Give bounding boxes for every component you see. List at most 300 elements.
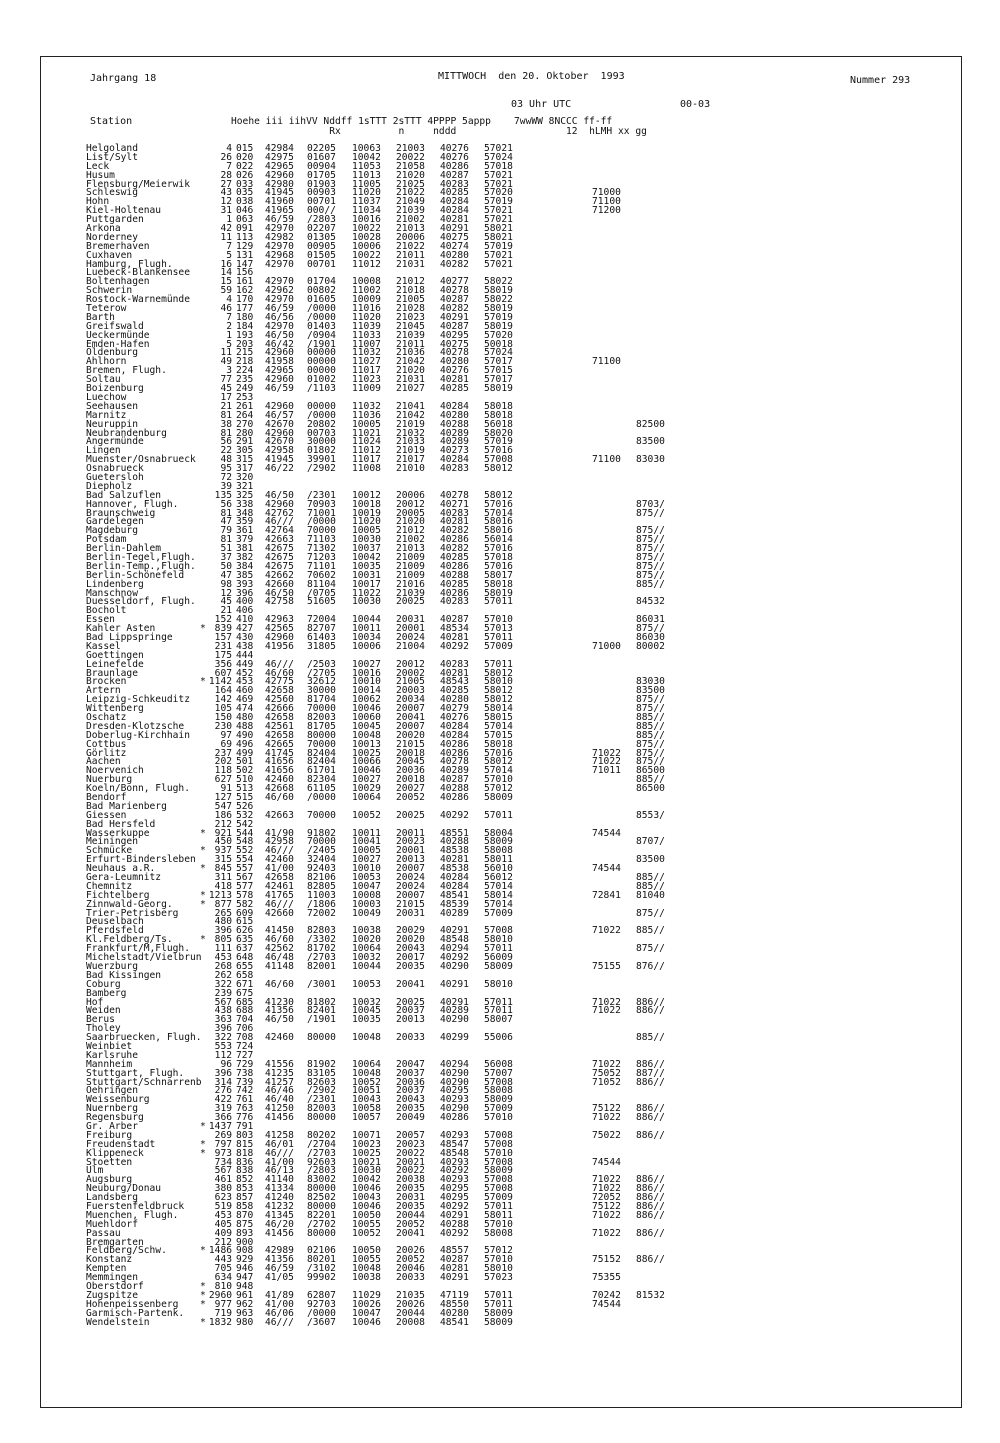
group-7wwww: 75152	[592, 1254, 621, 1266]
group-5appp: 57019	[484, 196, 513, 208]
group-5appp: 57010	[484, 1112, 513, 1124]
station-height: 37	[220, 551, 232, 563]
table-row	[86, 465, 946, 474]
station-name: Nuernberg	[86, 1103, 138, 1115]
group-4pppp: 40287	[440, 614, 469, 626]
station-name: Marnitz	[86, 409, 127, 421]
group-4pppp: 40288	[440, 418, 469, 430]
group-nddff: 81104	[307, 578, 336, 590]
station-height: 2	[226, 320, 232, 332]
group-7wwww: 72841	[592, 889, 621, 901]
station-id: 129	[236, 240, 254, 252]
group-1sttt: 11020	[352, 516, 381, 528]
group-nddff: 82805	[307, 880, 336, 892]
station-height: 443	[214, 1254, 232, 1266]
group-2sttt: 21002	[396, 214, 425, 226]
group-2sttt: 21002	[396, 534, 425, 546]
table-row	[86, 145, 946, 154]
group-nddff: 82502	[307, 1192, 336, 1204]
group-iihvv: 42980	[265, 178, 294, 190]
group-iihvv: 42670	[265, 436, 294, 448]
station-height: 97	[220, 729, 232, 741]
station-id: 875	[236, 1218, 254, 1230]
group-4pppp: 48550	[440, 1298, 469, 1310]
station-name: Bad Marienberg	[86, 800, 167, 812]
station-height: 95	[220, 463, 232, 475]
group-1sttt: 10022	[352, 223, 381, 235]
group-iihvv: 42960	[265, 400, 294, 412]
group-iihvv: 42984	[265, 143, 294, 154]
group-2sttt: 21042	[396, 409, 425, 421]
station-height: 4	[226, 143, 232, 154]
table-row	[86, 198, 946, 207]
station-id: 280	[236, 427, 254, 439]
station-id: 430	[236, 631, 254, 643]
group-1sttt: 10046	[352, 765, 381, 777]
group-4pppp: 40274	[440, 240, 469, 252]
group-iihvv: 42666	[265, 703, 294, 715]
group-5appp: 58009	[484, 1307, 513, 1319]
station-id: 156	[236, 267, 254, 279]
station-name: Oldenburg	[86, 347, 138, 359]
group-4pppp: 40286	[440, 534, 469, 546]
group-1sttt: 10063	[352, 143, 381, 154]
group-1sttt: 10027	[352, 854, 381, 866]
station-height: 51	[220, 543, 232, 555]
group-4pppp: 40292	[440, 952, 469, 964]
station-name: Wendelstein	[86, 1316, 150, 1328]
group-nddff: 01903	[307, 178, 336, 190]
group-5appp: 57009	[484, 1103, 513, 1115]
group-1sttt: 10044	[352, 960, 381, 972]
station-height: 12	[220, 196, 232, 208]
station-id: 218	[236, 356, 254, 368]
group-4pppp: 40276	[440, 143, 469, 154]
group-5appp: 58007	[484, 1014, 513, 1026]
group-2sttt: 20031	[396, 907, 425, 919]
station-id: 577	[236, 880, 254, 892]
group-8nccc: 886//	[636, 1112, 665, 1124]
group-4pppp: 40287	[440, 774, 469, 786]
group-1sttt: 11036	[352, 409, 381, 421]
group-1sttt: 10050	[352, 1245, 381, 1257]
station-id: 406	[236, 605, 254, 617]
station-height: 719	[214, 1307, 232, 1319]
group-iihvv: 42561	[265, 720, 294, 732]
group-iihvv: 42970	[265, 320, 294, 332]
group-5appp: 57018	[484, 551, 513, 563]
group-iihvv: 41258	[265, 1129, 294, 1141]
group-5appp: 57021	[484, 249, 513, 261]
group-5appp: 57011	[484, 596, 513, 608]
station-id: 893	[236, 1227, 254, 1239]
station-height: 268	[214, 960, 232, 972]
group-1sttt: 11020	[352, 187, 381, 199]
station-id: 381	[236, 543, 254, 555]
station-name: Trier-Petrisberg	[86, 907, 179, 919]
group-1sttt: 10005	[352, 418, 381, 430]
station-name: Nuerburg	[86, 774, 133, 786]
group-1sttt: 10006	[352, 640, 381, 652]
group-1sttt: 11008	[352, 463, 381, 475]
group-2sttt: 20041	[396, 978, 425, 990]
station-id: 742	[236, 1085, 254, 1097]
group-nddff: 62807	[307, 1289, 336, 1301]
group-4pppp: 40273	[440, 445, 469, 457]
station-id: 708	[236, 1032, 254, 1044]
group-2sttt: 21015	[396, 898, 425, 910]
group-5appp: 57021	[484, 205, 513, 217]
station-id: 513	[236, 783, 254, 795]
group-4pppp: 40277	[440, 276, 469, 288]
group-iihvv: 42460	[265, 774, 294, 786]
group-8nccc: 887//	[636, 1067, 665, 1079]
station-name: Puttgarden	[86, 214, 144, 226]
group-nddff: /1806	[307, 898, 336, 910]
group-nddff: /1103	[307, 383, 336, 395]
station-name: Angermünde	[86, 436, 144, 448]
group-5appp: 58018	[484, 578, 513, 590]
group-8nccc: 885//	[636, 720, 665, 732]
station-height: 4	[226, 294, 232, 306]
group-nddff: /3001	[307, 978, 336, 990]
group-4pppp: 40285	[440, 685, 469, 697]
group-nddff: 00000	[307, 400, 336, 412]
group-nddff: 71101	[307, 560, 336, 572]
station-height: 422	[214, 1094, 232, 1106]
group-nddff: 70602	[307, 569, 336, 581]
high-altitude-mark: *	[200, 1138, 206, 1150]
station-id: 038	[236, 196, 254, 208]
group-iihvv: 42562	[265, 943, 294, 955]
group-1sttt: 11039	[352, 320, 381, 332]
group-5appp: 57014	[484, 507, 513, 519]
station-height: 396	[214, 1023, 232, 1035]
group-8nccc: 875//	[636, 756, 665, 768]
station-id: 261	[236, 400, 254, 412]
station-id: 063	[236, 214, 254, 226]
group-2sttt: 20013	[396, 1014, 425, 1026]
group-2sttt: 21013	[396, 223, 425, 235]
group-5appp: 58014	[484, 703, 513, 715]
group-1sttt: 10057	[352, 1112, 381, 1124]
table-row	[86, 338, 946, 350]
group-2sttt: 21009	[396, 560, 425, 572]
group-7wwww: 71022	[592, 1058, 621, 1070]
group-2sttt: 20041	[396, 1227, 425, 1239]
group-1sttt: 10026	[352, 1298, 381, 1310]
group-iihvv: 42960	[265, 427, 294, 439]
group-8nccc: 875//	[636, 507, 665, 519]
group-4pppp: 40278	[440, 347, 469, 359]
station-name: Leinefelde	[86, 658, 144, 670]
group-nddff: 81704	[307, 694, 336, 706]
group-1sttt: 10016	[352, 667, 381, 679]
station-name: Ulm	[86, 1165, 104, 1177]
group-8nccc: 875//	[636, 943, 665, 955]
group-2sttt: 21033	[396, 436, 425, 448]
group-1sttt: 10041	[352, 836, 381, 848]
station-name: Bocholt	[86, 605, 127, 617]
group-2sttt: 20006	[396, 231, 425, 243]
group-5appp: 57024	[484, 151, 513, 163]
station-id: 317	[236, 463, 254, 475]
group-nddff: 51605	[307, 596, 336, 608]
table-row	[86, 376, 946, 385]
group-iihvv: 46///	[265, 658, 294, 670]
station-height: 21	[220, 400, 232, 412]
group-iihvv: 46/56	[265, 311, 294, 323]
group-4pppp: 40281	[440, 1263, 469, 1275]
group-nddff: 32612	[307, 676, 336, 688]
group-nddff: 80201	[307, 1254, 336, 1266]
station-id: 542	[236, 818, 254, 830]
table-row	[86, 456, 946, 465]
group-1sttt: 10023	[352, 1138, 381, 1150]
group-nddff: 82003	[307, 712, 336, 723]
station-name: Kempten	[86, 1263, 127, 1275]
group-5appp: 57016	[484, 747, 513, 759]
group-4pppp: 40291	[440, 1272, 469, 1284]
group-5appp: 58010	[484, 1263, 513, 1275]
station-id: 635	[236, 934, 254, 946]
group-1sttt: 10011	[352, 623, 381, 635]
station-height: 111	[214, 943, 232, 955]
group-5appp: 58020	[484, 427, 513, 439]
station-height: 91	[220, 783, 232, 795]
group-nddff: 80000	[307, 1183, 336, 1195]
station-height: 142	[214, 694, 232, 706]
group-iihvv: 42560	[265, 694, 294, 706]
group-8nccc: 885//	[636, 774, 665, 786]
station-name: Osnabrueck	[86, 463, 144, 475]
group-2sttt: 20026	[396, 1245, 425, 1257]
group-1sttt: 11017	[352, 365, 381, 377]
group-1sttt: 10013	[352, 738, 381, 750]
group-4pppp: 40284	[440, 400, 469, 412]
group-4pppp: 40285	[440, 578, 469, 590]
station-id: 315	[236, 454, 254, 466]
station-height: 634	[214, 1272, 232, 1284]
group-4pppp: 40284	[440, 729, 469, 741]
station-name: Karlsruhe	[86, 1049, 138, 1061]
group-7wwww: 72052	[592, 1192, 621, 1204]
group-5appp: 57011	[484, 1005, 513, 1017]
station-name: Stuttgart/Schnarrenb	[86, 1076, 202, 1088]
group-7wwww: 71022	[592, 996, 621, 1008]
group-nddff: /2703	[307, 1147, 336, 1159]
station-name: Rostock-Warnemünde	[86, 294, 190, 306]
group-1sttt: 10048	[352, 729, 381, 741]
group-1sttt: 10053	[352, 872, 381, 884]
group-2sttt: 20025	[396, 596, 425, 608]
group-5appp: 57014	[484, 720, 513, 732]
station-id: 022	[236, 160, 254, 172]
group-iihvv: 42960	[265, 631, 294, 643]
high-altitude-mark: *	[200, 623, 206, 635]
station-id: 615	[236, 916, 254, 928]
station-height: 127	[214, 792, 232, 804]
group-1sttt: 10028	[352, 231, 381, 243]
group-2sttt: 20035	[396, 1200, 425, 1212]
station-height: 363	[214, 1014, 232, 1026]
group-2sttt: 20021	[396, 1156, 425, 1168]
station-name: Schleswig	[86, 187, 138, 199]
group-2sttt: 20024	[396, 872, 425, 884]
station-name: Coburg	[86, 978, 121, 990]
group-1sttt: 10064	[352, 943, 381, 955]
group-2sttt: 21031	[396, 258, 425, 270]
table-row	[86, 240, 946, 252]
station-name: Leipzig-Schkeuditz	[86, 694, 190, 706]
station-name: Barth	[86, 311, 115, 323]
station-id: 515	[236, 792, 254, 804]
group-nddff: 82404	[307, 747, 336, 759]
group-1sttt: 10020	[352, 934, 381, 946]
group-1sttt: 11029	[352, 1289, 381, 1301]
station-name: Boltenhagen	[86, 276, 150, 288]
group-2sttt: 21022	[396, 240, 425, 252]
group-2sttt: 20022	[396, 151, 425, 163]
group-2sttt: 21017	[396, 454, 425, 466]
group-4pppp: 40285	[440, 187, 469, 199]
station-height: 265	[214, 907, 232, 919]
group-1sttt: 10052	[352, 1076, 381, 1088]
group-8nccc: 875//	[636, 747, 665, 759]
group-iihvv: 42670	[265, 418, 294, 430]
group-iihvv: 42965	[265, 365, 294, 377]
group-nddff: 11003	[307, 889, 336, 901]
group-4pppp: 48548	[440, 1147, 469, 1159]
station-name: Berus	[86, 1014, 115, 1026]
group-2sttt: 20046	[396, 1263, 425, 1275]
group-8nccc: 8707/	[636, 836, 665, 848]
station-height: 150	[214, 712, 232, 723]
group-4pppp: 40288	[440, 836, 469, 848]
group-iihvv: 41240	[265, 1192, 294, 1204]
group-iihvv: 46/60	[265, 667, 294, 679]
group-4pppp: 40290	[440, 1067, 469, 1079]
group-5appp: 58012	[484, 685, 513, 697]
group-2sttt: 20025	[396, 996, 425, 1008]
group-nddff: 30000	[307, 685, 336, 697]
group-4pppp: 40281	[440, 516, 469, 528]
group-4pppp: 40286	[440, 1112, 469, 1124]
station-height: 212	[214, 1236, 232, 1248]
station-id: 264	[236, 409, 254, 421]
station-height: 239	[214, 987, 232, 999]
station-name: Wasserkuppe	[86, 827, 150, 839]
group-iihvv: 41958	[265, 356, 294, 368]
group-5appp: 58022	[484, 276, 513, 288]
station-height: 77	[220, 374, 232, 386]
group-4pppp: 40278	[440, 285, 469, 297]
station-id: 582	[236, 898, 254, 910]
group-1sttt: 10046	[352, 703, 381, 715]
station-height: 7	[226, 240, 232, 252]
station-id: 706	[236, 1023, 254, 1035]
group-1sttt: 10022	[352, 249, 381, 261]
group-1sttt: 11032	[352, 347, 381, 359]
group-1sttt: 10048	[352, 1067, 381, 1079]
group-8nccc: 82500	[636, 418, 665, 430]
group-8nccc: 81532	[636, 1289, 665, 1301]
station-id: 908	[236, 1245, 254, 1257]
group-5appp: 57019	[484, 240, 513, 252]
group-nddff: /3102	[307, 1263, 336, 1275]
station-id: 980	[236, 1316, 254, 1328]
table-row	[86, 296, 946, 305]
group-1sttt: 10058	[352, 1103, 381, 1115]
group-5appp: 58008	[484, 1227, 513, 1239]
station-id: 427	[236, 623, 254, 635]
group-1sttt: 10032	[352, 952, 381, 964]
group-1sttt: 11023	[352, 374, 381, 386]
station-height: 366	[214, 1112, 232, 1124]
table-row	[86, 545, 946, 554]
high-altitude-mark: *	[200, 845, 206, 857]
station-height: 81	[220, 427, 232, 439]
group-5appp: 58019	[484, 285, 513, 297]
group-iihvv: 41956	[265, 640, 294, 652]
group-iihvv: 42460	[265, 1032, 294, 1044]
group-2sttt: 21022	[396, 187, 425, 199]
group-2sttt: 20038	[396, 1174, 425, 1186]
group-7wwww: 74544	[592, 1156, 621, 1168]
group-8nccc: 886//	[636, 1254, 665, 1266]
high-altitude-mark: *	[200, 1316, 206, 1328]
group-4pppp: 40286	[440, 560, 469, 572]
station-name: Gr. Arber	[86, 1120, 138, 1132]
group-7wwww: 71100	[592, 356, 621, 368]
station-id: 870	[236, 1209, 254, 1221]
group-1sttt: 10011	[352, 827, 381, 839]
group-iihvv: 42965	[265, 160, 294, 172]
station-height: 845	[214, 863, 232, 875]
group-4pppp: 40288	[440, 1218, 469, 1230]
station-name: Neuhaus a.R.	[86, 863, 156, 875]
station-name: Gardelegen	[86, 516, 144, 528]
group-8nccc: 886//	[636, 1076, 665, 1088]
group-8nccc: 81040	[636, 889, 665, 901]
station-name: Husum	[86, 169, 115, 181]
group-8nccc: 80002	[636, 640, 665, 652]
station-height: 453	[214, 1209, 232, 1221]
table-row	[86, 507, 946, 519]
group-2sttt: 21016	[396, 578, 425, 590]
group-4pppp: 40295	[440, 329, 469, 341]
station-name: Frankfurt/M,Flugh.	[86, 943, 190, 955]
group-nddff: 61403	[307, 631, 336, 643]
station-height: 21	[220, 605, 232, 617]
station-name: Augsburg	[86, 1174, 133, 1186]
group-iihvv: 42658	[265, 872, 294, 884]
group-iihvv: 41345	[265, 1209, 294, 1221]
station-name: Bendorf	[86, 792, 127, 804]
station-height: 623	[214, 1192, 232, 1204]
group-1sttt: 10052	[352, 809, 381, 821]
station-id: 857	[236, 1192, 254, 1204]
station-id: 490	[236, 729, 254, 741]
group-8nccc: 885//	[636, 729, 665, 741]
station-height: 553	[214, 1040, 232, 1052]
group-iihvv: 42663	[265, 534, 294, 546]
group-iihvv: 42989	[265, 1245, 294, 1257]
group-2sttt: 20036	[396, 765, 425, 777]
group-2sttt: 20043	[396, 943, 425, 955]
group-4pppp: 40282	[440, 303, 469, 315]
high-altitude-mark: *	[200, 1245, 206, 1257]
